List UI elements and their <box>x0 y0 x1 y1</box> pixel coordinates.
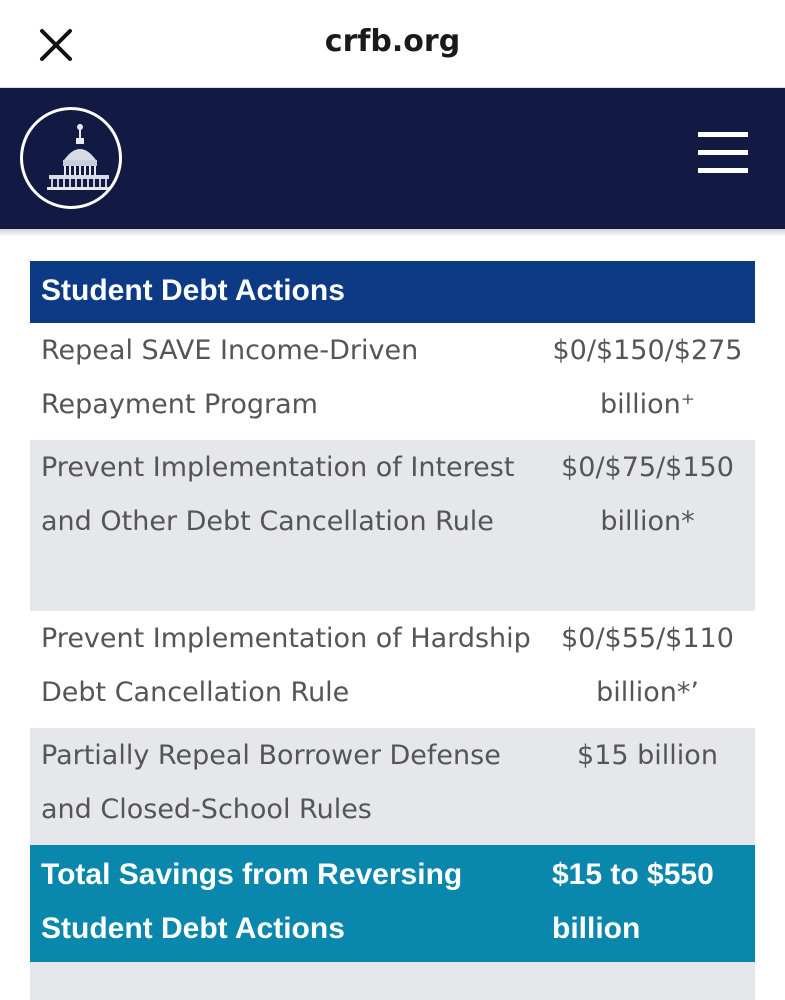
table-row <box>30 323 755 440</box>
table-row <box>30 611 755 728</box>
site-logo[interactable] <box>20 107 122 209</box>
menu-bar-bottom <box>698 168 748 173</box>
table-row <box>30 728 755 845</box>
menu-bar-middle <box>698 150 748 155</box>
action-cell: Partially Repeal Borrower Defense and Closed-School Rules <box>41 740 501 825</box>
action-cell: Prevent Implementation of Hardship Debt Cancellation Rule <box>41 623 531 708</box>
header-shadow <box>0 229 785 237</box>
student-debt-table <box>30 261 755 962</box>
table-row <box>30 440 755 611</box>
hamburger-menu-button[interactable] <box>694 130 752 176</box>
cost-cell: $15 billion <box>577 740 718 771</box>
browser-top-bar <box>0 0 785 88</box>
total-value: $15 to $550 billion <box>552 858 714 945</box>
cost-cell: $0/$75/$150 billion* <box>561 452 734 537</box>
table-row <box>30 962 755 1000</box>
cost-cell: $0/$55/$110 billion*’ <box>561 623 734 708</box>
action-cell: Prevent Implementation of Interest and Other Debt Cancellation Rule <box>41 452 515 537</box>
action-cell: Repeal SAVE Income-Driven Repayment Program <box>41 335 419 420</box>
capitol-dome-logo-icon <box>31 118 111 198</box>
total-label: Total Savings from Reversing Student Debt Actions <box>41 858 463 945</box>
table-title: Student Debt Actions <box>30 261 755 323</box>
site-header <box>0 88 785 229</box>
hamburger-menu-icon <box>698 132 748 137</box>
page-url-title: crfb.org <box>324 24 461 59</box>
cost-cell: $0/$150/$275 billion⁺ <box>552 335 743 420</box>
total-row <box>30 845 755 962</box>
